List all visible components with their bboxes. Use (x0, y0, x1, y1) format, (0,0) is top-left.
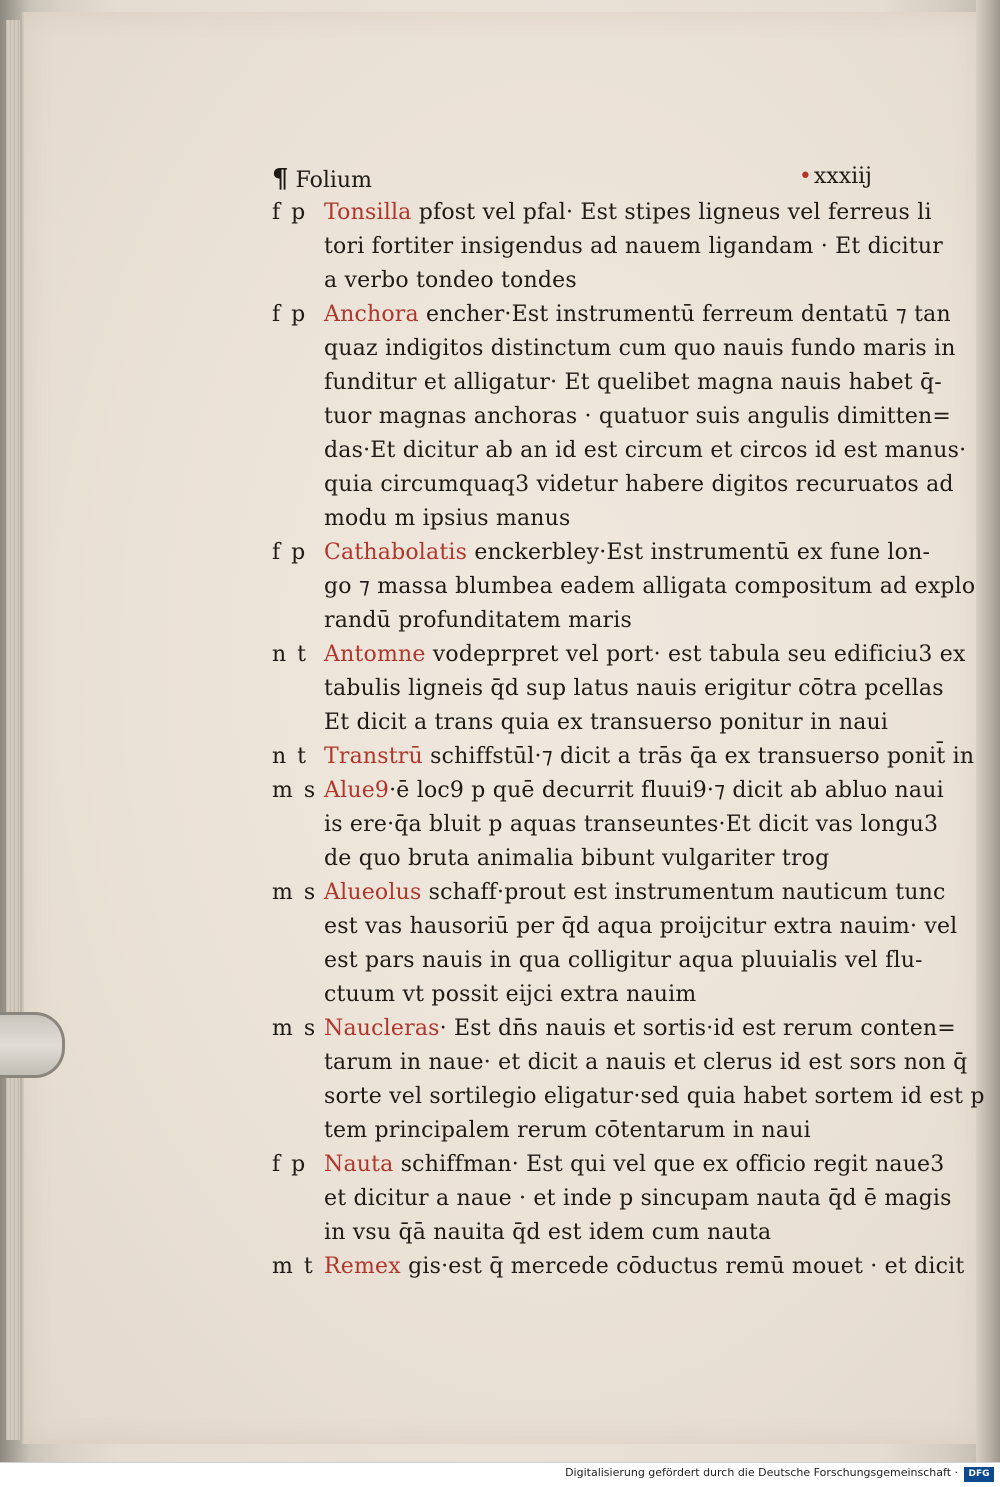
lemma-word: Tonsilla (324, 200, 412, 225)
text-line (324, 1114, 884, 1148)
glossary-entry (272, 876, 958, 1012)
glossary-entry (272, 536, 976, 638)
text-line (324, 502, 884, 536)
dfg-logo: DFG (964, 1467, 994, 1482)
text-line (324, 468, 954, 502)
glossary-entry (272, 1012, 985, 1148)
line-text: gis·est q̄ mercede cōductus remū mouet · et dicit (400, 1254, 965, 1279)
line-text: est pars nauis in qua colligitur aqua pluuialis vel flu- (324, 948, 923, 973)
text-line (324, 1046, 968, 1080)
text-line (324, 740, 975, 774)
text-line (324, 196, 932, 230)
pilcrow-icon: ¶ (272, 164, 289, 194)
running-title: Folium (295, 168, 372, 193)
text-line (324, 570, 976, 604)
text-line (324, 638, 966, 672)
lemma-word: Naucleras (324, 1016, 440, 1041)
grammar-tags: f p (272, 1152, 308, 1177)
text-line (324, 1216, 884, 1250)
glossary-text (272, 196, 985, 1284)
text-line (324, 910, 958, 944)
page-clip (0, 1012, 65, 1078)
line-text: in vsu q̄ā nauita q̄d est idem cum nauta (324, 1220, 772, 1245)
grammar-tags: m s (272, 778, 318, 803)
glossary-entry (272, 774, 944, 876)
text-line (324, 366, 942, 400)
text-line (324, 1148, 945, 1182)
text-line (324, 434, 967, 468)
text-line (324, 400, 952, 434)
grammar-tags: f p (272, 200, 308, 225)
grammar-tags: m t (272, 1254, 315, 1279)
lemma-word: Remex (324, 1254, 401, 1279)
line-text: ctuum vt possit eijci extra nauim (324, 982, 697, 1007)
line-text: is ere·q̄a bluit p aquas transeuntes·Et dicit vas longu3 (324, 812, 939, 837)
line-text: · Est dn̄s nauis et sortis·id est rerum conten= (439, 1016, 956, 1041)
line-text: go ⁊ massa blumbea eadem alligata compositum ad explo (324, 574, 976, 599)
grammar-tags: f p (272, 302, 308, 327)
line-text: et dicitur a naue · et inde p sincupam nauta q̄d ē magis (324, 1186, 952, 1211)
line-text: schaff·prout est instrumentum nauticum tunc (421, 880, 946, 905)
text-line (324, 536, 931, 570)
line-text: quaz indigitos distinctum cum quo nauis fundo maris in (324, 336, 956, 361)
grammar-tags: f p (272, 540, 308, 565)
text-line (324, 1012, 956, 1046)
text-line (324, 876, 946, 910)
line-text: enckerbley·Est instrumentū ex fune lon- (467, 540, 931, 565)
page-edges (6, 20, 20, 1440)
line-text: a verbo tondeo tondes (324, 268, 577, 293)
folio-number: • xxxiij (799, 164, 872, 189)
text-line (324, 808, 939, 842)
line-text: Et dicit a trans quia ex transuerso ponitur in naui (324, 710, 889, 735)
grammar-tags: m s (272, 880, 318, 905)
line-text: tabulis ligneis q̄d sup latus nauis erigitur cōtra pcellas (324, 676, 944, 701)
lemma-word: Antomne (324, 642, 426, 667)
running-header (272, 164, 878, 196)
line-text: modu m ipsius manus (324, 506, 571, 531)
line-text: sorte vel sortilegio eligatur·sed quia habet sortem id est p (324, 1084, 985, 1109)
line-text: tuor magnas anchoras · quatuor suis angulis dimitten= (324, 404, 952, 429)
line-text: tem principalem rerum cōtentarum in naui (324, 1118, 811, 1143)
line-text: est vas hausoriū per q̄d aqua proijcitur extra nauim· vel (324, 914, 958, 939)
line-text: ·ē loc9 p quē decurrit fluui9·⁊ dicit ab abluo naui (389, 778, 944, 803)
glossary-entry (272, 1250, 965, 1284)
glossary-entry (272, 740, 975, 774)
text-line (324, 944, 923, 978)
line-text: encher·Est instrumentū ferreum dentatū ⁊ tan (418, 302, 951, 327)
book-spine-edge (976, 0, 1000, 1462)
lemma-word: Alue9 (324, 778, 390, 803)
lemma-word: Anchora (324, 302, 419, 327)
text-line (324, 672, 944, 706)
line-text: schiffman· Est qui vel que ex officio regit naue3 (393, 1152, 945, 1177)
line-text: quia circumquaq3 videtur habere digitos recuruatos ad (324, 472, 954, 497)
text-line (324, 230, 944, 264)
glossary-entry (272, 196, 944, 298)
text-line (324, 298, 951, 332)
glossary-entry (272, 1148, 952, 1250)
line-text: tori fortiter insigendus ad nauem ligandam · Et dicitur (324, 234, 944, 259)
line-text: randū profunditatem maris (324, 608, 632, 633)
text-line (324, 1250, 965, 1284)
text-line (324, 1080, 985, 1114)
line-text: pfost vel pfal· Est stipes ligneus vel ferreus li (411, 200, 932, 225)
grammar-tags: n t (272, 744, 309, 769)
line-text: tarum in naue· et dicit a nauis et clerus id est sors non q̄ (324, 1050, 968, 1075)
text-line (324, 706, 889, 740)
lemma-word: Transtrū (324, 744, 423, 769)
line-text: funditur et alligatur· Et quelibet magna nauis habet q̄- (324, 370, 942, 395)
text-line (324, 842, 884, 876)
line-text: das·Et dicitur ab an id est circum et circos id est manus· (324, 438, 967, 463)
text-line (324, 774, 944, 808)
lemma-word: Cathabolatis (324, 540, 468, 565)
lemma-word: Alueolus (324, 880, 422, 905)
text-line (324, 1182, 952, 1216)
text-line (324, 264, 884, 298)
line-text: schiffstūl·⁊ dicit a trās q̄a ex transuerso ponit̄ in (422, 744, 975, 769)
grammar-tags: n t (272, 642, 309, 667)
glossary-entry (272, 638, 966, 740)
glossary-entry (272, 298, 967, 536)
lemma-word: Nauta (324, 1152, 394, 1177)
text-line (324, 978, 884, 1012)
footer-bar (0, 1462, 1000, 1487)
text-line (324, 332, 956, 366)
line-text: vodeprpret vel port· est tabula seu edificiu3 ex (425, 642, 966, 667)
grammar-tags: m s (272, 1016, 318, 1041)
footer-credit: Digitalisierung gefördert durch die Deutsche Forschungsgemeinschaft · (565, 1466, 958, 1479)
line-text: de quo bruta animalia bibunt vulgariter trog (324, 846, 830, 871)
text-line (324, 604, 884, 638)
